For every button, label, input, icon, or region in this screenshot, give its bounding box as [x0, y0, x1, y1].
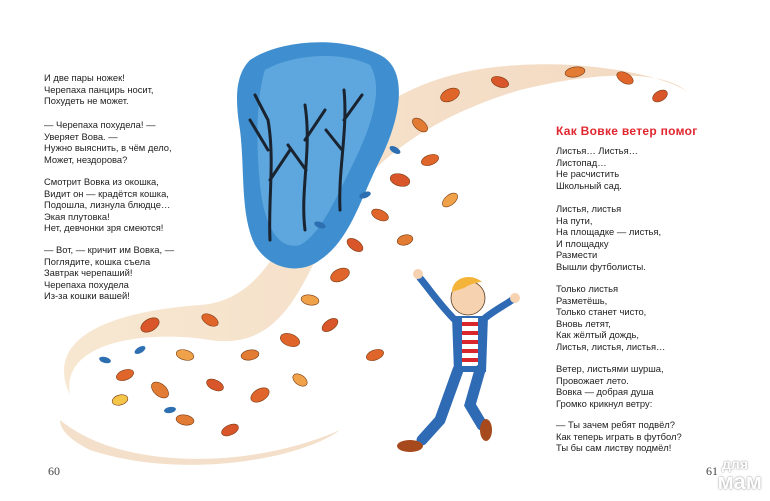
poem-stanza: Смотрит Вовка из окошка, Видит он — крадётся кошка, Подошла, лизнула блюдце… Экая плутовка! Нет, девчонки зря смеются!	[44, 176, 171, 234]
page-number: 61	[706, 464, 718, 478]
boy-figure	[397, 269, 520, 452]
poem-title: Как Вовке ветер помог	[556, 124, 698, 138]
poem-stanza: Только листья Разметёшь, Только станет чисто, Вновь летят, Как жёлтый дождь, Листья, листья, листья…	[556, 283, 666, 352]
poem-stanza: И две пары ножек! Черепаха панцирь носит, Похудеть не может.	[44, 72, 154, 107]
poem-stanza: Ветер, листьями шурша, Провожает лето. Вовка — добрая душа Громко крикнул ветру:	[556, 363, 664, 409]
page-number: 60	[48, 464, 60, 478]
poem-stanza: — Вот, — кричит им Вовка, — Поглядите, кошка съела Завтрак черепаший! Черепаха похудела Из-за кошки вашей!	[44, 244, 175, 302]
poem-stanza: Листья, листья На пути, На площадке — листья, И площадку Размести Вышли футболисты.	[556, 203, 662, 272]
poem-stanza: — Ты зачем ребят подвёл? Как теперь играть в футбол? Ты бы сам листву подмёл!	[556, 419, 682, 454]
poem-stanza: — Черепаха похудела! — Уверяет Вова. — Нужно выяснить, в чём дело, Может, нездорова?	[44, 119, 172, 165]
watermark-line: для	[722, 456, 748, 472]
watermark-line: мам	[717, 469, 762, 494]
poem-stanza: Листья… Листья… Листопад… Не расчистить Школьный сад.	[556, 145, 639, 191]
watermark-logo	[717, 455, 763, 494]
